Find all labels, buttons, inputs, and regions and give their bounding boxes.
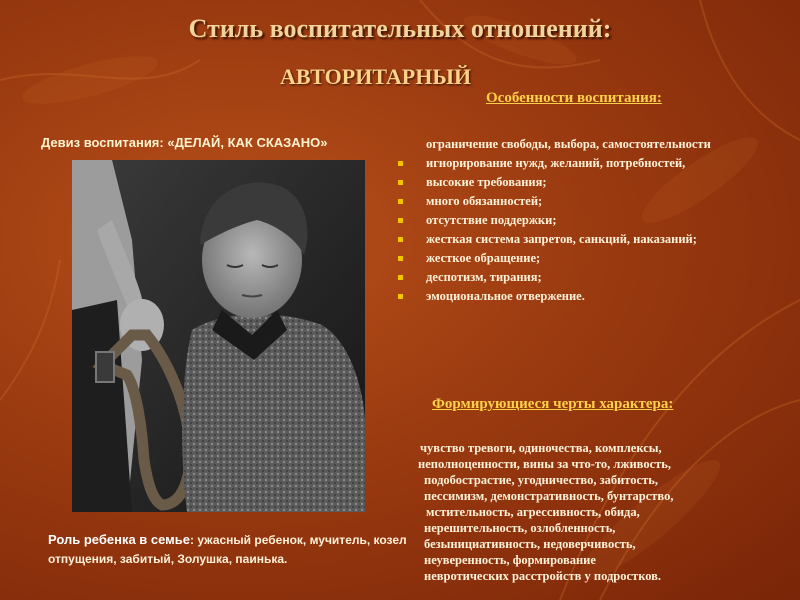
bullet-icon [398,256,403,261]
bullet-icon [398,237,403,242]
child-role-description: : ужасный ребенок, мучитель, козел отпущения, забитый, Золушка, паинька. [48,533,407,566]
traits-line: пессимизм, демонстративность, бунтарство, [424,489,674,503]
list-item: эмоциональное отвержение. [398,289,728,304]
traits-line: неуверенность, формирование [424,553,596,567]
traits-line: неполноценности, вины за что-то, лживость, [418,457,672,471]
list-item: игнорирование нужд, желаний, потребностей, [398,156,728,171]
traits-line: нерешительность, озлобленность, [424,521,616,535]
parenting-style-name: АВТОРИТАРНЫЙ [280,64,472,89]
parenting-motto: Девиз воспитания: «ДЕЛАЙ, КАК СКАЗАНО» [41,135,328,150]
bullet-icon [398,218,403,223]
list-item: много обязанностей; [398,194,728,209]
child-role-label: Роль ребенка в семье [48,532,191,547]
bullet-icon [398,199,403,204]
bullet-icon [398,180,403,185]
page-title: Стиль воспитательных отношений: [188,14,612,43]
upbringing-features-list [398,137,728,308]
traits-line: чувство тревоги, одиночества, комплексы, [420,441,662,455]
list-item: высокие требования; [398,175,728,190]
bullet-icon [398,161,403,166]
list-item: отсутствие поддержки; [398,213,728,228]
upbringing-features-heading: Особенности воспитания: [486,90,662,106]
traits-line: безынициативность, недоверчивость, [424,537,636,551]
traits-line: невротических расстройств у подростков. [424,569,662,583]
bullet-icon [398,294,403,299]
list-item: деспотизм, тирания; [398,270,728,285]
character-traits-text [418,440,790,584]
traits-line: мстительность, агрессивность, обида, [426,505,640,519]
list-item: ограничение свободы, выбора, самостоятельности [426,137,711,151]
traits-line: подобострастие, угодничество, забитость, [424,473,658,487]
character-traits-heading: Формирующиеся черты характера: [432,396,674,412]
child-role-text [48,530,408,569]
list-item: жесткое обращение; [398,251,728,266]
list-item: жесткая система запретов, санкций, наказаний; [398,232,728,247]
boy-with-belt-photo [72,160,365,512]
bullet-icon [398,275,403,280]
